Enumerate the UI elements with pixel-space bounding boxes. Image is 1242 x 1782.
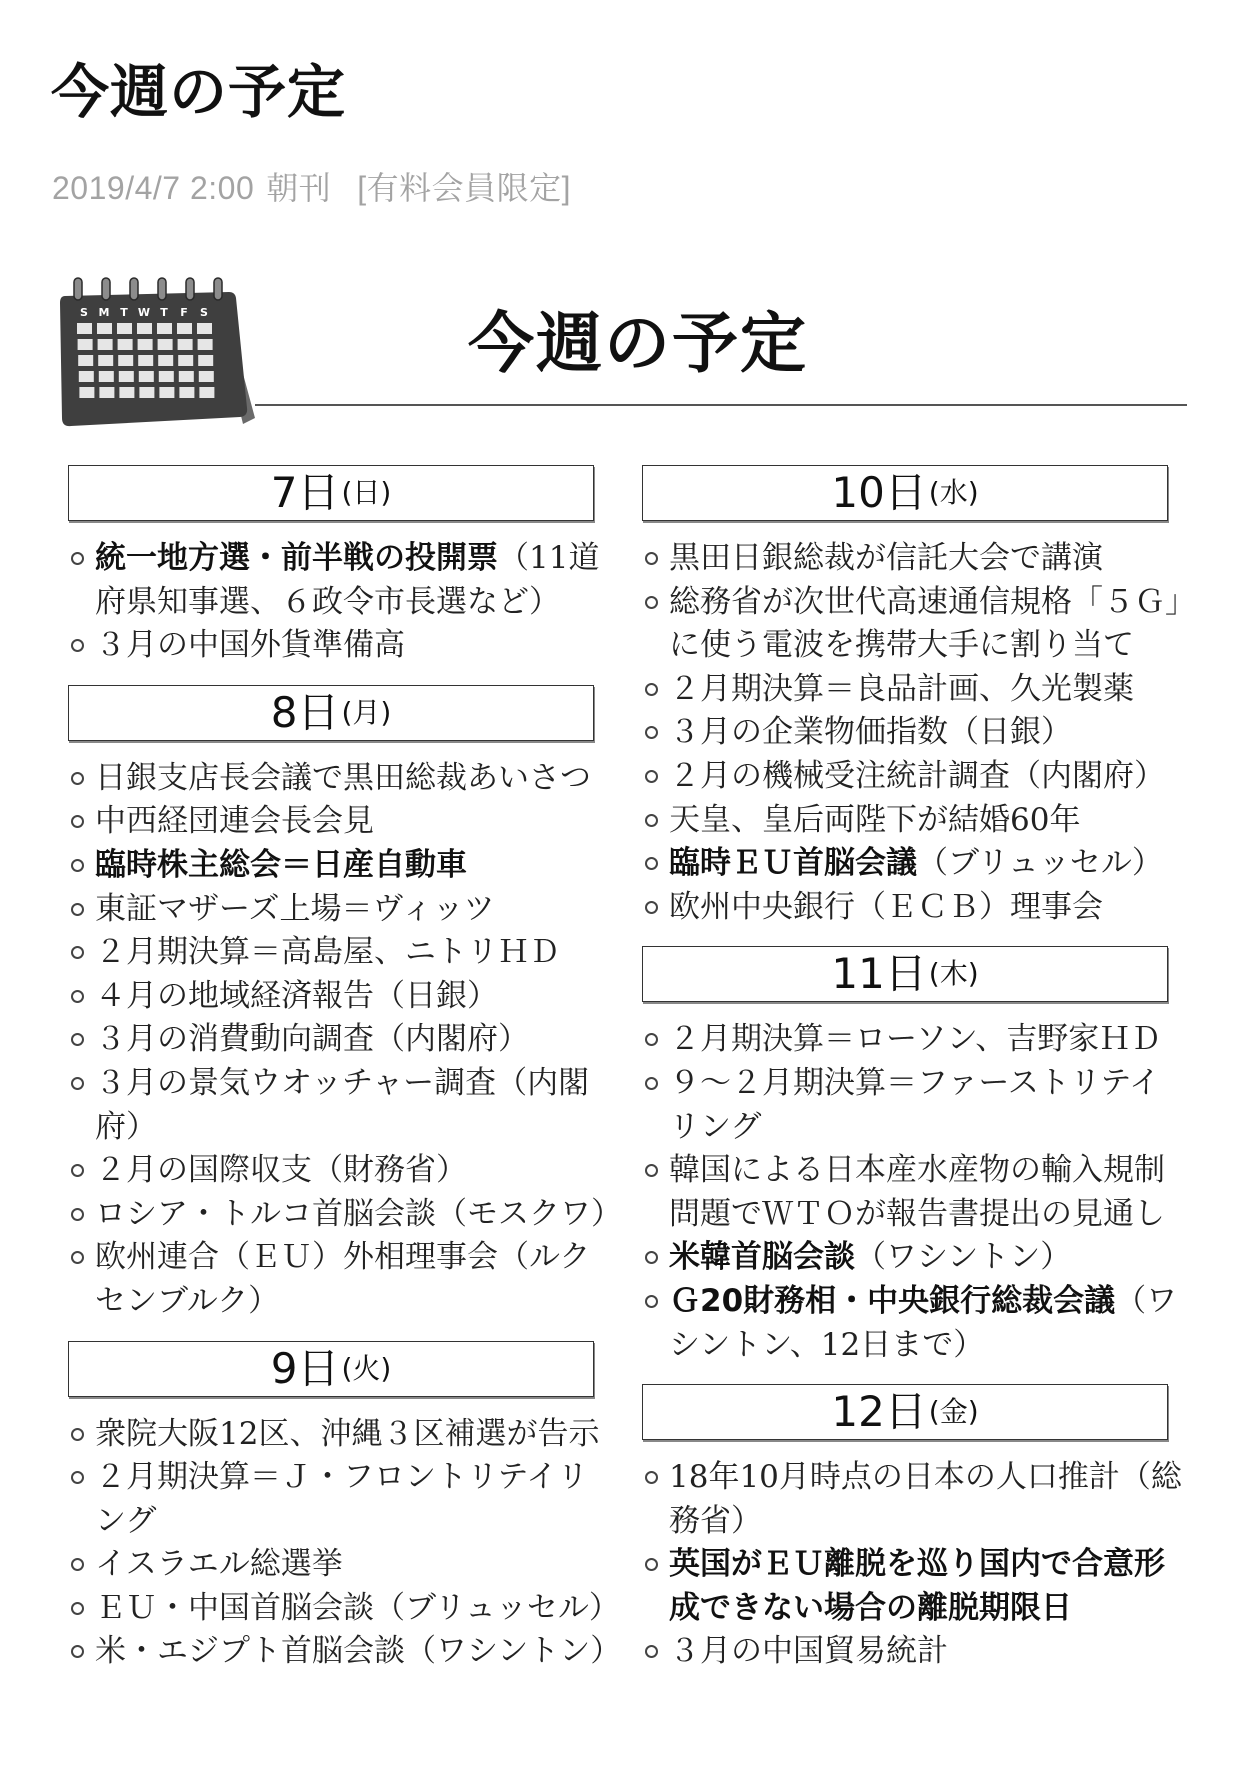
item-text: ２月期決算＝ローソン、吉野家ＨＤ (669, 1021, 1162, 1058)
bullet-icon (71, 1471, 84, 1484)
day-date: 10日 (831, 468, 927, 517)
bullet-icon (71, 815, 84, 828)
schedule-list (642, 537, 1196, 929)
item-line (669, 581, 1196, 625)
item-text: ２月期決算＝良品計画、久光製薬 (669, 670, 1134, 707)
item-text: リング (669, 1108, 762, 1145)
calendar-cell (159, 387, 174, 398)
item-text: ３月の中国外貨準備高 (95, 627, 405, 664)
item-line (669, 1587, 1168, 1631)
schedule-item (642, 799, 1168, 843)
calendar-cell (78, 339, 93, 350)
calendar-cell (98, 339, 113, 350)
item-text-bold: 成できない場合の離脱期限日 (669, 1589, 1072, 1626)
calendar-cell (178, 339, 193, 350)
calendar-weekday-letter: T (120, 306, 128, 319)
item-text-bold: 臨時株主総会＝日産自動車 (95, 846, 467, 883)
schedule-list (642, 1456, 1182, 1674)
item-text: ２月期決算＝Ｊ・フロントリテイリ (95, 1459, 589, 1496)
item-line (95, 888, 594, 932)
schedule-column-left (68, 465, 622, 1691)
calendar-cell (139, 387, 154, 398)
day-weekday: (金) (928, 1395, 979, 1429)
item-text: ３月の消費動向調査（内閣府） (95, 1021, 529, 1058)
item-text: 欧州中央銀行（ＥＣＢ）理事会 (669, 888, 1103, 925)
schedule-item (68, 624, 594, 668)
bullet-icon (645, 1251, 658, 1264)
schedule-item (642, 668, 1168, 712)
calendar-cell (137, 323, 152, 334)
calendar-cell (119, 371, 134, 382)
calendar-cell (99, 387, 114, 398)
item-line (669, 1456, 1182, 1500)
calendar-cell (77, 323, 92, 334)
calendar-cell (179, 387, 194, 398)
item-text: シントン、12日まで） (669, 1326, 985, 1363)
schedule-item (68, 1543, 594, 1587)
item-text: 欧州連合（ＥＵ）外相理事会（ルク (95, 1239, 591, 1276)
day-header (68, 685, 594, 741)
day-date: 11日 (831, 949, 927, 999)
calendar-cell (157, 323, 172, 334)
calendar-cell (119, 387, 134, 398)
item-line (669, 624, 1168, 668)
item-text: ロシア・トルコ首脳会談（モスクワ） (95, 1195, 622, 1232)
schedule-item (68, 1149, 594, 1193)
item-line (669, 755, 1168, 799)
item-text-bold: 臨時ＥＵ首脳会議 (669, 845, 917, 882)
day-weekday: (水) (928, 476, 979, 509)
calendar-cell (199, 371, 214, 382)
schedule-item (68, 1193, 622, 1237)
bullet-icon (71, 1033, 84, 1046)
bullet-icon (645, 857, 658, 870)
calendar-weekday-letter: S (80, 306, 88, 319)
bullet-icon (71, 859, 84, 872)
item-text: ２月の機械受注統計調査（内閣府） (669, 757, 1165, 794)
day-weekday: (月) (341, 695, 392, 729)
bullet-icon (645, 1645, 658, 1658)
clipping-heading: 今週の予定 (468, 305, 808, 382)
schedule-item (642, 1236, 1168, 1280)
calendar-cell (179, 371, 194, 382)
item-text: 東証マザーズ上場＝ヴィッツ (95, 890, 495, 927)
item-text: ＥＵ・中国首脳会談（ブリュッセル） (95, 1589, 620, 1626)
schedule-item (642, 842, 1168, 886)
item-line (669, 1106, 1168, 1150)
calendar-cell (139, 371, 154, 382)
item-text: 衆院大阪12区、沖縄３区補選が告示 (95, 1415, 600, 1452)
item-line (95, 1630, 622, 1674)
calendar-cell (158, 355, 173, 366)
item-line (95, 1062, 594, 1106)
calendar-weekday-letter: T (160, 306, 168, 319)
item-text: 府） (95, 1108, 157, 1145)
schedule-item (642, 755, 1168, 799)
schedule-item (642, 1149, 1168, 1236)
calendar-weekday-letter: M (98, 306, 110, 319)
item-line (669, 1630, 1168, 1674)
calendar-cell (117, 323, 132, 334)
schedule-item (642, 1543, 1168, 1630)
bullet-icon (645, 1471, 658, 1484)
item-line (669, 842, 1168, 886)
item-line (669, 1500, 1168, 1544)
item-text-bold: 米韓首脳会談 (669, 1239, 855, 1276)
schedule-item (68, 844, 594, 888)
calendar-weekday-letter: W (137, 306, 151, 319)
bullet-icon (71, 903, 84, 916)
schedule-item (68, 1413, 600, 1457)
item-text: ング (95, 1502, 157, 1539)
item-text: （ブリュッセル） (917, 845, 1163, 882)
item-text: 18年10月時点の日本の人口推計（総 (669, 1459, 1182, 1496)
item-text: 務省） (669, 1502, 762, 1539)
bullet-icon (645, 814, 658, 827)
bullet-icon (71, 1077, 84, 1090)
bullet-icon (71, 1558, 84, 1571)
item-line (95, 1587, 620, 1631)
item-text-bold: 統一地方選・前半戦の投開票 (95, 540, 498, 576)
schedule-item (68, 888, 594, 932)
item-line (669, 711, 1168, 755)
schedule-item (68, 1456, 594, 1543)
item-line (669, 1236, 1168, 1280)
item-line (669, 1018, 1168, 1062)
calendar-cell (98, 355, 113, 366)
day-date: 8日 (270, 687, 340, 737)
schedule-item (642, 581, 1196, 668)
item-line (95, 1456, 594, 1500)
calendar-cell (78, 355, 93, 366)
bullet-icon (645, 596, 658, 609)
calendar-weekday-letter: S (200, 306, 208, 319)
item-text: ３月の企業物価指数（日銀） (669, 714, 1072, 751)
bullet-icon (645, 683, 658, 696)
schedule-item (68, 1236, 594, 1323)
schedule-column-right (642, 465, 1196, 1691)
item-text-bold: 英国がＥＵ離脱を巡り国内で合意形 (669, 1546, 1165, 1583)
schedule-item (642, 1630, 1168, 1674)
bullet-icon (645, 1558, 658, 1571)
schedule-item (68, 931, 594, 975)
schedule-item (642, 886, 1168, 930)
item-line (95, 844, 594, 888)
bullet-icon (71, 772, 84, 785)
item-line (95, 581, 594, 625)
schedule-item (642, 1456, 1182, 1543)
item-text: ９～２月期決算＝ファーストリテイ (669, 1064, 1161, 1101)
item-text: 米・エジプト首脳会談（ワシントン） (95, 1633, 622, 1670)
item-line (95, 1018, 594, 1062)
item-text: ４月の地域経済報告（日銀） (95, 977, 498, 1014)
bullet-icon (645, 552, 658, 565)
item-text: 問題でＷＴＯが報告書提出の見通し (669, 1195, 1165, 1232)
page-title: 今週の予定 (51, 58, 347, 126)
item-line (95, 537, 600, 581)
bullet-icon (645, 770, 658, 783)
item-line (95, 1500, 594, 1544)
item-line (669, 1543, 1168, 1587)
edition-label: 朝刊 (266, 170, 332, 206)
day-date: 9日 (270, 1343, 340, 1393)
item-line (95, 1236, 594, 1280)
item-text: 天皇、皇后両陛下が結婚60年 (669, 801, 1081, 838)
bullet-icon (71, 1428, 84, 1441)
item-line (669, 537, 1168, 581)
item-text: 日銀支店長会議で黒田総裁あいさつ (95, 759, 591, 796)
item-line (95, 757, 594, 801)
bullet-icon (645, 901, 658, 914)
item-text: ２月の国際収支（財務省） (95, 1152, 467, 1189)
day-date: 12日 (831, 1387, 927, 1437)
item-text: 中西経団連会長会見 (95, 803, 374, 840)
calendar-weekday-letter: F (180, 306, 188, 319)
schedule-item (642, 711, 1168, 755)
day-header (642, 1384, 1168, 1440)
bullet-icon (645, 726, 658, 739)
calendar-cell (138, 355, 153, 366)
item-line (95, 1413, 600, 1457)
publish-date: 2019/4/7 2:00 (52, 170, 255, 206)
bullet-icon (71, 639, 84, 652)
calendar-cell (118, 339, 133, 350)
item-text: イスラエル総選挙 (95, 1546, 343, 1583)
item-line (669, 886, 1168, 930)
item-line (669, 1324, 1168, 1368)
item-text: ２月期決算＝高島屋、ニトリＨＤ (95, 934, 560, 971)
bullet-icon (71, 1251, 84, 1264)
schedule-item (68, 1630, 622, 1674)
calendar-cell (158, 339, 173, 350)
schedule-item (642, 1062, 1168, 1149)
schedule-item (68, 1062, 594, 1149)
calendar-cell (99, 371, 114, 382)
schedule-item (68, 1587, 620, 1631)
schedule-item (68, 757, 594, 801)
calendar-cell (97, 323, 112, 334)
day-weekday: (日) (341, 476, 392, 509)
item-line (95, 1106, 594, 1150)
schedule-item (642, 1018, 1168, 1062)
item-text: 黒田日銀総裁が信託大会で講演 (669, 540, 1103, 576)
bullet-icon (71, 946, 84, 959)
item-text: に使う電波を携帯大手に割り当て (669, 627, 1134, 664)
bullet-icon (71, 1645, 84, 1658)
item-line (669, 799, 1168, 843)
item-line (669, 1280, 1178, 1324)
item-line (669, 1193, 1168, 1237)
schedule-item (68, 537, 600, 624)
item-text: （ワシントン） (855, 1239, 1072, 1276)
item-text: 韓国による日本産水産物の輸入規制 (669, 1152, 1165, 1189)
calendar-cell (198, 339, 213, 350)
bullet-icon (645, 1077, 658, 1090)
item-line (95, 1149, 594, 1193)
item-line (669, 1062, 1168, 1106)
calendar-cell (199, 387, 214, 398)
calendar-cell (138, 339, 153, 350)
calendar-cell (198, 355, 213, 366)
item-line (95, 624, 594, 668)
day-date: 7日 (270, 468, 340, 517)
bullet-icon (71, 1164, 84, 1177)
calendar-cell (79, 387, 94, 398)
item-text: 府県知事選、６政令市長選など） (95, 583, 560, 620)
calendar-cell (178, 355, 193, 366)
schedule-list (68, 757, 622, 1324)
schedule-item (68, 1018, 594, 1062)
bullet-icon (71, 1208, 84, 1221)
bullet-icon (645, 1164, 658, 1177)
bullet-icon (645, 1033, 658, 1046)
item-text-bold: Ｇ20財務相・中央銀行総裁会議 (669, 1282, 1116, 1319)
item-line (95, 975, 594, 1019)
calendar-cell (197, 323, 212, 334)
bullet-icon (71, 552, 84, 565)
item-text: ３月の中国貿易統計 (669, 1633, 948, 1670)
calendar-cell (159, 371, 174, 382)
day-weekday: (火) (341, 1351, 392, 1385)
bullet-icon (645, 1295, 658, 1308)
item-line (95, 1543, 594, 1587)
members-only-badge: [有料会員限定] (357, 170, 572, 206)
schedule-list (68, 1413, 622, 1675)
day-header (68, 1341, 594, 1397)
item-text: （11道 (498, 540, 600, 576)
item-line (95, 1193, 622, 1237)
item-text: 総務省が次世代高速通信規格「５Ｇ」 (669, 583, 1196, 620)
item-line (95, 931, 594, 975)
bullet-icon (71, 990, 84, 1003)
item-text: （ワ (1115, 1282, 1178, 1319)
item-line (95, 800, 594, 844)
calendar-icon (57, 276, 257, 430)
schedule-item (68, 800, 594, 844)
schedule-item (642, 1280, 1178, 1367)
heading-divider (255, 404, 1187, 406)
bullet-icon (71, 1602, 84, 1615)
article-meta (52, 168, 571, 208)
schedule-list (642, 1018, 1178, 1367)
item-line (669, 1149, 1168, 1193)
item-text: ３月の景気ウオッチャー調査（内閣 (95, 1064, 590, 1101)
day-header (68, 465, 594, 521)
item-line (95, 1280, 594, 1324)
calendar-cell (79, 371, 94, 382)
item-line (669, 668, 1168, 712)
calendar-cell (118, 355, 133, 366)
schedule-item (68, 975, 594, 1019)
calendar-cell (177, 323, 192, 334)
schedule-list (68, 537, 600, 668)
item-text: センブルク） (95, 1282, 280, 1319)
schedule-item (642, 537, 1168, 581)
day-weekday: (木) (928, 957, 979, 991)
day-header (642, 946, 1168, 1002)
day-header (642, 465, 1168, 521)
